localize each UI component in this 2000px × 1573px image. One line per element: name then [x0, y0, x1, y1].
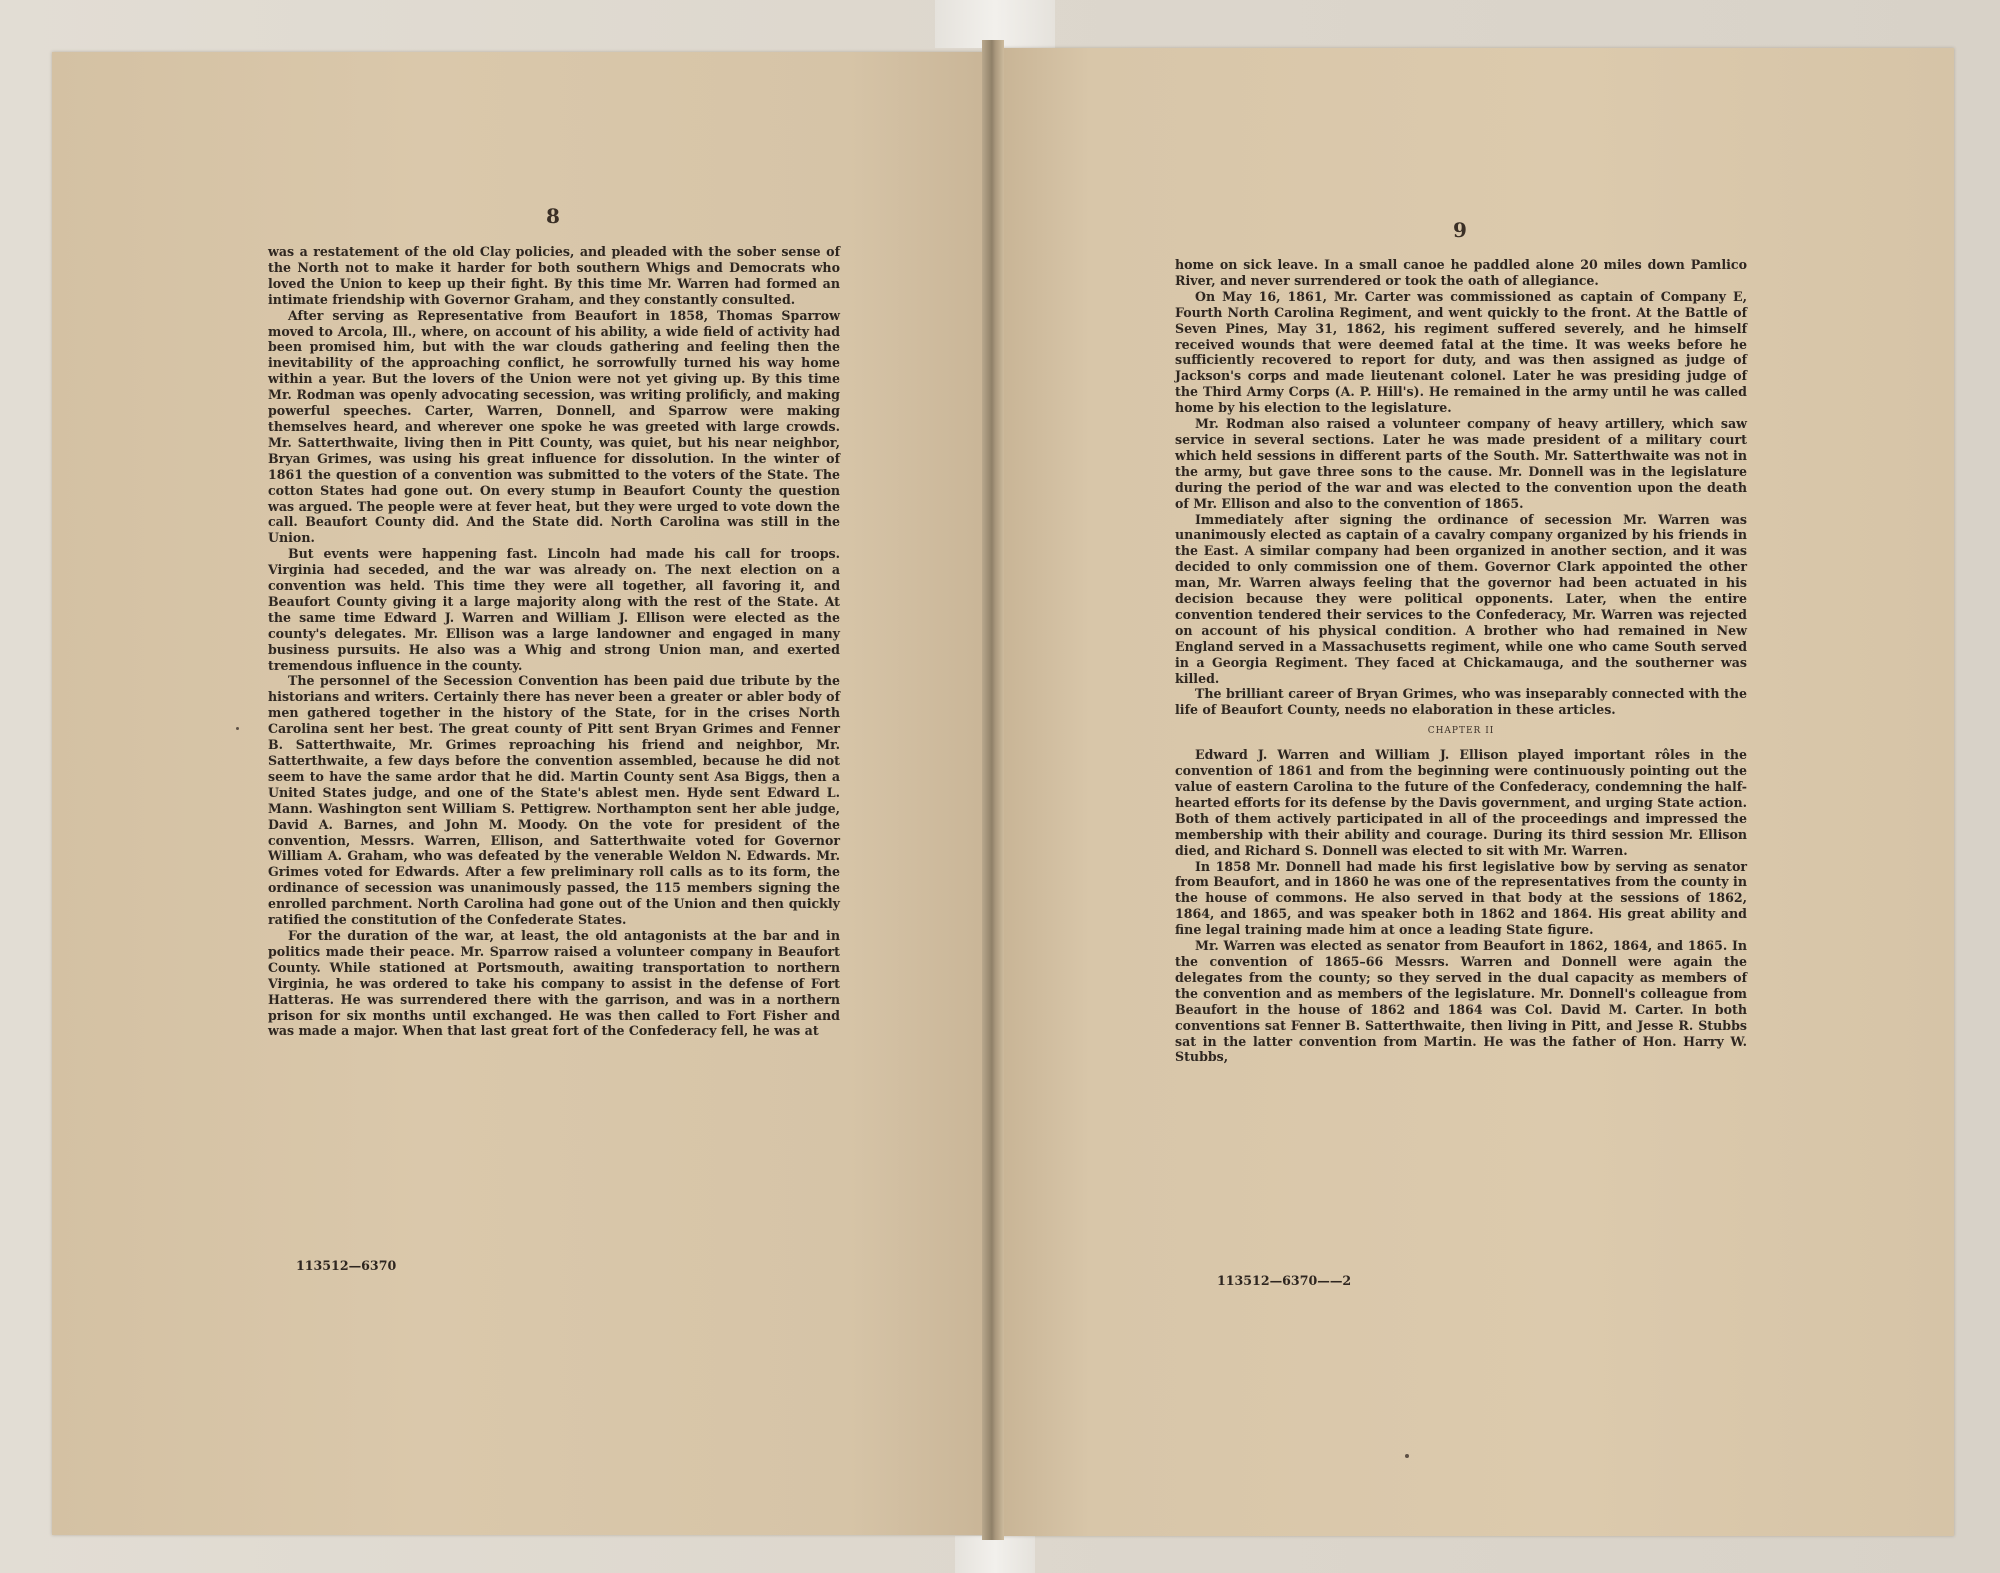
left-print-code: 113512—6370 — [296, 1258, 397, 1273]
paragraph: On May 16, 1861, Mr. Carter was commissioned as captain of Company E, Fourth North Carolina Regiment, and went quickly to the front. At the Battle of Seven Pines, May 31, 1862, his regiment suffered severely, and he himself received wounds that were deemed fatal at the time. It was weeks before he sufficiently recovered to report for duty, and was then assigned as judge of Jackson's corps and made lieutenant colonel. Later he was presiding judge of the Third Army Corps (A. P. Hill's). He remained in the army until he was called home by his election to the legislature. — [1175, 288, 1747, 416]
right-print-code: 113512—6370——2 — [1217, 1273, 1352, 1288]
paragraph: Immediately after signing the ordinance of secession Mr. Warren was unanimously elected as captain of a cavalry company organized by his friends in the East. A similar company had been organized in another section, and it was decided to only commission one of them. Governor Clark appointed the other man, Mr. Warren always feeling that the governor had been actuated in his decision because they were political opponents. Later, when the entire convention tendered their services to the Confederacy, Mr. Warren was rejected on account of his physical condition. A brother who had remained in New England served in a Massachusetts regiment, while one who came South served in a Georgia Regiment. They faced at Chickamauga, and the southerner was killed. — [1175, 511, 1747, 686]
paragraph: Mr. Rodman also raised a volunteer company of heavy artillery, which saw service in several sections. Later he was made president of a military court which held sessions in different parts of the South. Mr. Satterthwaite was not in the army, but gave three sons to the cause. Mr. Donnell was in the legislature during the period of the war and was elected to the convention upon the death of Mr. Ellison and also to the convention of 1865. — [1175, 416, 1747, 511]
chapter-heading: CHAPTER II — [1427, 726, 1495, 737]
paragraph: was a restatement of the old Clay policies, and pleaded with the sober sense of the North not to make it harder for both southern Whigs and Democrats who loved the Union to keep up their fight. By this time Mr. Warren had formed an intimate friendship with Governor Graham, and they constantly consulted. — [268, 244, 840, 307]
left-page-body — [268, 244, 840, 1039]
right-page-body — [1175, 257, 1747, 1065]
paper-speck — [236, 727, 239, 730]
paper-speck — [1405, 1454, 1409, 1458]
paragraph: Edward J. Warren and William J. Ellison played important rôles in the convention of 1861 and from the beginning were continuously pointing out the value of eastern Carolina to the future of the Confederacy, condemning the half-hearted efforts for its defense by the Davis government, and urging State action. Both of them actively participated in all of the proceedings and impressed the membership with their ability and courage. During its third session Mr. Ellison died, and Richard S. Donnell was elected to sit with Mr. Warren. — [1175, 747, 1747, 858]
paragraph: Mr. Warren was elected as senator from Beaufort in 1862, 1864, and 1865. In the convention of 1865–66 Messrs. Warren and Donnell were again the delegates from the county; so they served in the dual capacity as members of the convention and as members of the legislature. Mr. Donnell's colleague from Beaufort in the house of 1862 and 1864 was Col. David M. Carter. In both conventions sat Fenner B. Satterthwaite, then living in Pitt, and Jesse R. Stubbs sat in the latter convention from Martin. He was the father of Hon. Harry W. Stubbs, — [1175, 938, 1747, 1065]
paragraph: home on sick leave. In a small canoe he paddled alone 20 miles down Pamlico River, and never surrendered or took the oath of allegiance. — [1175, 257, 1747, 288]
left-page-number: 8 — [546, 204, 560, 228]
page-gutter — [982, 40, 1004, 1540]
paragraph: After serving as Representative from Beaufort in 1858, Thomas Sparrow moved to Arcola, Ill., where, on account of his ability, a wide field of activity had been promised him, but with the war clouds gathering and feeling then the inevitability of the approaching conflict, he sorrowfully turned his way home within a year. But the lovers of the Union were not yet giving up. By this time Mr. Rodman was openly advocating secession, was writing prolificly, and making powerful speeches. Carter, Warren, Donnell, and Sparrow were making themselves heard, and wherever one spoke he was greeted with large crowds. Mr. Satterthwaite, living then in Pitt County, was quiet, but his near neighbor, Bryan Grimes, was using his great influence for dissolution. In the winter of 1861 the question of a convention was submitted to the voters of the State. The cotton States had gone out. On every stump in Beaufort County the question was argued. The people were at fever heat, but they were urged to vote down the call. Beaufort County did. And the State did. North Carolina was still in the Union. — [268, 307, 840, 546]
paragraph: The brilliant career of Bryan Grimes, who was inseparably connected with the life of Beaufort County, needs no elaboration in these articles. — [1175, 686, 1747, 718]
paragraph: In 1858 Mr. Donnell had made his first legislative bow by serving as senator from Beaufort, and in 1860 he was one of the representatives from the county in the house of commons. He also served in that body at the sessions of 1862, 1864, and 1865, and was speaker both in 1862 and 1864. His great ability and fine legal training made him at once a leading State figure. — [1175, 858, 1747, 938]
right-page-number: 9 — [1453, 218, 1467, 242]
paragraph: But events were happening fast. Lincoln had made his call for troops. Virginia had seceded, and the war was already on. The next election on a convention was held. This time they were all together, all favoring it, and Beaufort County giving it a large majority along with the rest of the State. At the same time Edward J. Warren and William J. Ellison were elected as the county's delegates. Mr. Ellison was a large landowner and engaged in many business pursuits. He also was a Whig and strong Union man, and exerted tremendous influence in the county. — [268, 546, 840, 673]
paragraph: For the duration of the war, at least, the old antagonists at the bar and in politics made their peace. Mr. Sparrow raised a volunteer company in Beaufort County. While stationed at Portsmouth, awaiting transportation to northern Virginia, he was ordered to take his company to assist in the defense of Fort Hatteras. He was surrendered there with the garrison, and was in a northern prison for six months until exchanged. He was then called to Fort Fisher and was made a major. When that last great fort of the Confederacy fell, he was at — [268, 927, 840, 1039]
paragraph: The personnel of the Secession Convention has been paid due tribute by the historians and writers. Certainly there has never been a greater or abler body of men gathered together in the history of the State, for in the crises North Carolina sent her best. The great county of Pitt sent Bryan Grimes and Fenner B. Satterthwaite, Mr. Grimes reproaching his friend and neighbor, Mr. Satterthwaite, a few days before the convention assembled, because he did not seem to have the same ardor that he did. Martin County sent Asa Biggs, then a United States judge, and one of the State's ablest men. Hyde sent Edward L. Mann. Washington sent William S. Pettigrew. Northampton sent her able judge, David A. Barnes, and John M. Moody. On the vote for president of the convention, Messrs. Warren, Ellison, and Satterthwaite voted for Governor William A. Graham, who was defeated by the venerable Weldon N. Edwards. Mr. Grimes voted for Edwards. After a few preliminary roll calls as to its form, the ordinance of secession was unanimously passed, the 115 members signing the enrolled parchment. North Carolina had gone out of the Union and then quickly ratified the constitution of the Confederate States. — [268, 673, 840, 928]
binding-bottom — [955, 1536, 1035, 1573]
